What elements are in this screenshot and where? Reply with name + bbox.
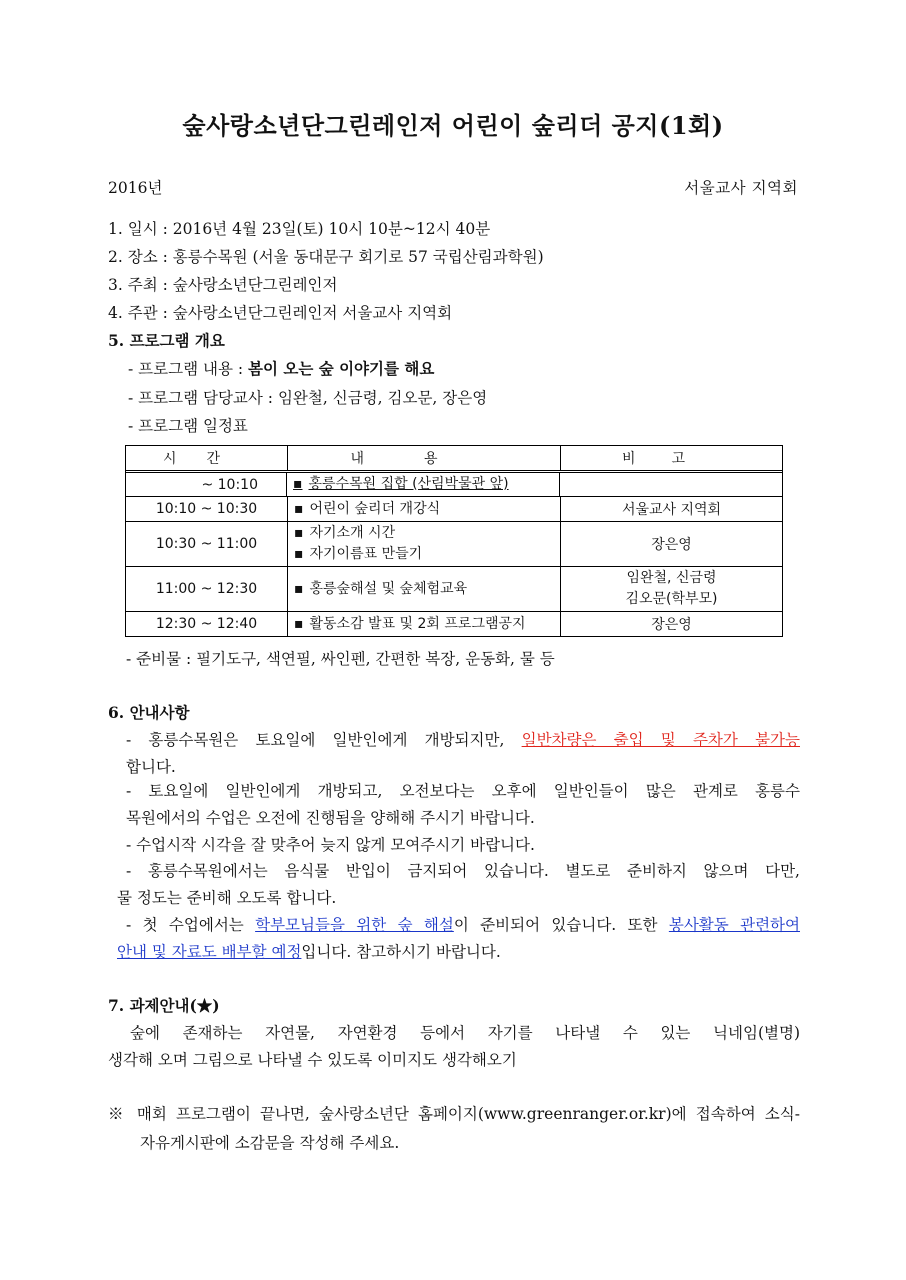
row-time: 11:00 ~ 12:30 xyxy=(126,567,288,611)
row-note: 서울교사 지역회 xyxy=(621,502,722,518)
item-program-overview: 5. 프로그램 개요 xyxy=(108,331,225,350)
notice-p4-line1: - 홍릉수목원에서는 음식물 반입이 금지되어 있습니다. 별도로 준비하지 않으며 다만, xyxy=(126,862,800,880)
row-time: 10:10 ~ 10:30 xyxy=(126,497,288,521)
organizer-label: 서울교사 지역회 xyxy=(684,179,798,197)
row-content: ▪ 어린이 숲리더 개강식 xyxy=(288,497,561,521)
notice-p2-line2: 목원에서의 수업은 오전에 진행됨을 양해해 주시기 바랍니다. xyxy=(126,809,535,827)
table-row xyxy=(126,496,782,521)
header-content: 내용 xyxy=(288,446,561,470)
item-location: 2. 장소 : 홍릉수목원 (서울 동대문구 회기로 57 국립산림과학원) xyxy=(108,248,544,266)
year-label: 2016년 xyxy=(108,179,163,197)
notice-p5-line2: 안내 및 자료도 배부할 예정입니다. 참고하시기 바랍니다. xyxy=(117,943,501,961)
row-note: 임완철, 신금령 김오문(학부모) xyxy=(625,570,718,607)
supplies-line: - 준비물 : 필기도구, 색연필, 싸인펜, 간편한 복장, 운동화, 물 등 xyxy=(126,650,555,668)
notice-p5-line1: - 첫 수업에서는 학부모님들을 위한 숲 해설이 준비되어 있습니다. 또한 봉사활동 관련하여 xyxy=(126,916,800,934)
volunteer-link[interactable]: 봉사활동 관련하여 xyxy=(668,916,800,934)
notice-warning-highlight: 일반차량은 출입 및 주차가 불가능 xyxy=(521,731,800,749)
row-note: 장은영 xyxy=(651,537,692,553)
row-content: ▪ 홍릉숲해설 및 숲체험교육 xyxy=(288,567,561,611)
program-content-value: 봄이 오는 숲 이야기를 해요 xyxy=(248,359,435,378)
table-row xyxy=(126,473,782,496)
notice-p1-line1: - 홍릉수목원은 토요일에 일반인에게 개방되지만, 일반차량은 출입 및 주차가 불가능 xyxy=(126,731,800,749)
footer-line2: 자유게시판에 소감문을 작성해 주세요. xyxy=(140,1134,400,1152)
item-date: 1. 일시 : 2016년 4월 23일(토) 10시 10분~12시 40분 xyxy=(108,220,491,238)
row-time: 10:30 ~ 11:00 xyxy=(126,522,288,566)
schedule-table xyxy=(125,445,783,637)
row-content: ▪ 활동소감 발표 및 2회 프로그램공지 xyxy=(288,612,561,636)
homework-line1: 숲에 존재하는 자연물, 자연환경 등에서 자기를 나타낼 수 있는 닉네임(별명) xyxy=(130,1024,800,1042)
program-teachers: - 프로그램 담당교사 : 임완철, 신금령, 김오문, 장은영 xyxy=(128,389,488,407)
header-note: 비고 xyxy=(621,451,722,467)
header-time: 시간 xyxy=(126,446,288,470)
item-organizer: 4. 주관 : 숲사랑소년단그린레인저 서울교사 지역회 xyxy=(108,304,453,322)
row-time: ~ 10:10 xyxy=(126,473,287,496)
program-content-label: - 프로그램 내용 : xyxy=(128,360,249,378)
item-host: 3. 주최 : 숲사랑소년단그린레인저 xyxy=(108,276,338,294)
notice-p4-line2: 물 정도는 준비해 오도록 합니다. xyxy=(117,889,337,907)
row-time: 12:30 ~ 12:40 xyxy=(126,612,288,636)
table-header-row xyxy=(126,446,782,473)
table-row xyxy=(126,521,782,566)
homework-heading: 7. 과제안내(★) xyxy=(108,996,220,1015)
program-schedule-label: - 프로그램 일정표 xyxy=(128,417,248,435)
row-content: ▪ 자기소개 시간 ▪ 자기이름표 만들기 xyxy=(288,522,561,566)
footer-line1: ※ 매회 프로그램이 끝나면, 숲사랑소년단 홈페이지(www.greenranger.or.kr)에 접속하여 소식- xyxy=(108,1105,800,1123)
notice-heading: 6. 안내사항 xyxy=(108,703,190,722)
parent-session-link[interactable]: 학부모님들을 위한 숲 해설 xyxy=(255,916,454,934)
row-note: 장은영 xyxy=(651,617,692,633)
table-row xyxy=(126,566,782,611)
program-content xyxy=(128,358,434,380)
notice-p1-line2: 합니다. xyxy=(126,758,176,776)
table-row xyxy=(126,611,782,636)
row-note xyxy=(560,473,782,496)
homework-line2: 생각해 오며 그림으로 나타낼 수 있도록 이미지도 생각해오기 xyxy=(108,1051,517,1069)
materials-link[interactable]: 안내 및 자료도 배부할 예정 xyxy=(117,943,302,961)
notice-p2-line1: - 토요일에 일반인에게 개방되고, 오전보다는 오후에 일반인들이 많은 관계로 홍릉수 xyxy=(126,782,800,800)
row-content: ▪ 홍릉수목원 집합 (산림박물관 앞) xyxy=(287,473,560,496)
notice-p3: - 수업시작 시각을 잘 맞추어 늦지 않게 모여주시기 바랍니다. xyxy=(126,836,535,854)
page-title: 숲사랑소년단그린레인저 어린이 숲리더 공지(1회) xyxy=(182,111,724,140)
